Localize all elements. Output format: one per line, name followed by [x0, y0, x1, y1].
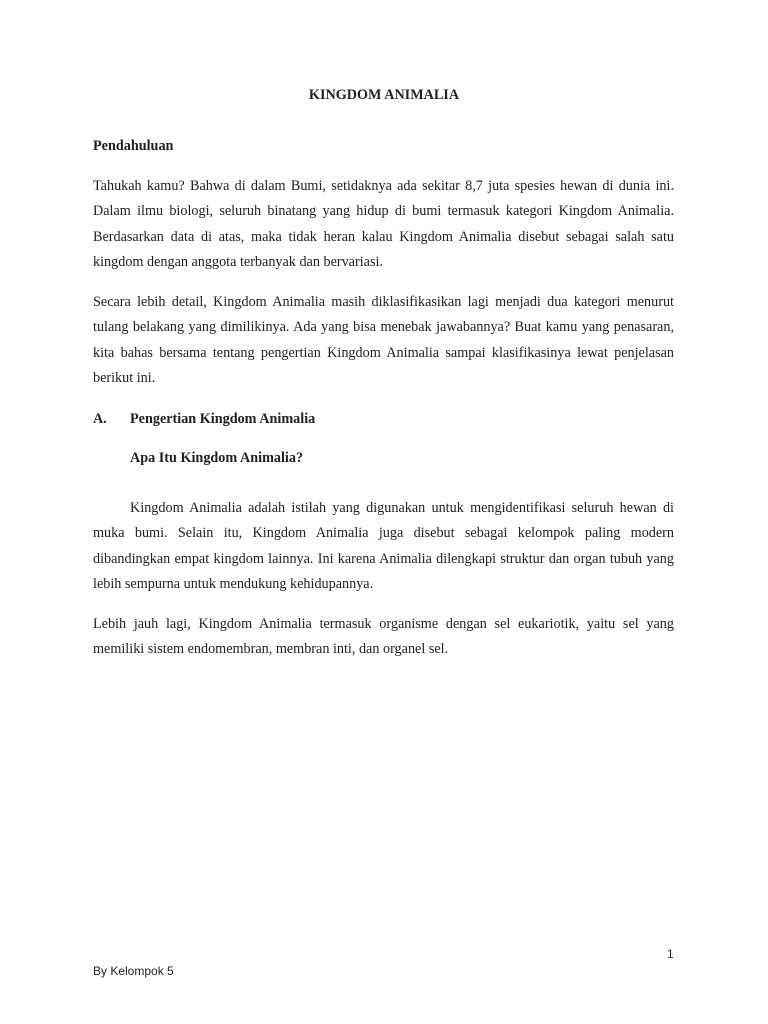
intro-heading: Pendahuluan: [93, 138, 174, 154]
section-a-title: Pengertian Kingdom Animalia: [130, 411, 316, 427]
section-a-subheading: Apa Itu Kingdom Animalia?: [130, 450, 304, 466]
intro-paragraph-1: Tahukah kamu? Bahwa di dalam Bumi, setidaknya ada sekitar 8,7 juta spesies hewan di dunia ini. Dalam ilmu biologi, seluruh binatang yang hidup di bumi termasuk kategori Kingdom Animalia. Berdasarkan data di atas, maka tidak heran kalau Kingdom Animalia disebut sebagai salah satu kingdom dengan anggota terbanyak dan bervariasi.: [93, 178, 674, 270]
footer-text: By Kelompok 5: [93, 964, 174, 978]
intro-paragraph-2: Secara lebih detail, Kingdom Animalia masih diklasifikasikan lagi menjadi dua kategori menurut tulang belakang yang dimilikinya. Ada yang bisa menebak jawabannya? Buat kamu yang penasaran, kita bahas bersama tentang pengertian Kingdom Animalia sampai klasifikasinya lewat penjelasan berikut ini.: [93, 294, 674, 386]
page-number: 1: [667, 947, 674, 961]
section-a-paragraph-2: Lebih jauh lagi, Kingdom Animalia termasuk organisme dengan sel eukariotik, yaitu sel yang memiliki sistem endomembran, membran inti, dan organel sel.: [93, 616, 674, 658]
section-a-paragraph-1: Kingdom Animalia adalah istilah yang digunakan untuk mengidentifikasi seluruh hewan di muka bumi. Selain itu, Kingdom Animalia juga disebut sebagai kelompok paling modern dibandingkan empat kingdom lainnya. Ini karena Animalia dilengkapi struktur dan organ tubuh yang lebih sempurna untuk mendukung kehidupannya.: [93, 500, 674, 592]
document-title: KINGDOM ANIMALIA: [308, 87, 460, 103]
section-a-letter: A.: [93, 411, 107, 427]
